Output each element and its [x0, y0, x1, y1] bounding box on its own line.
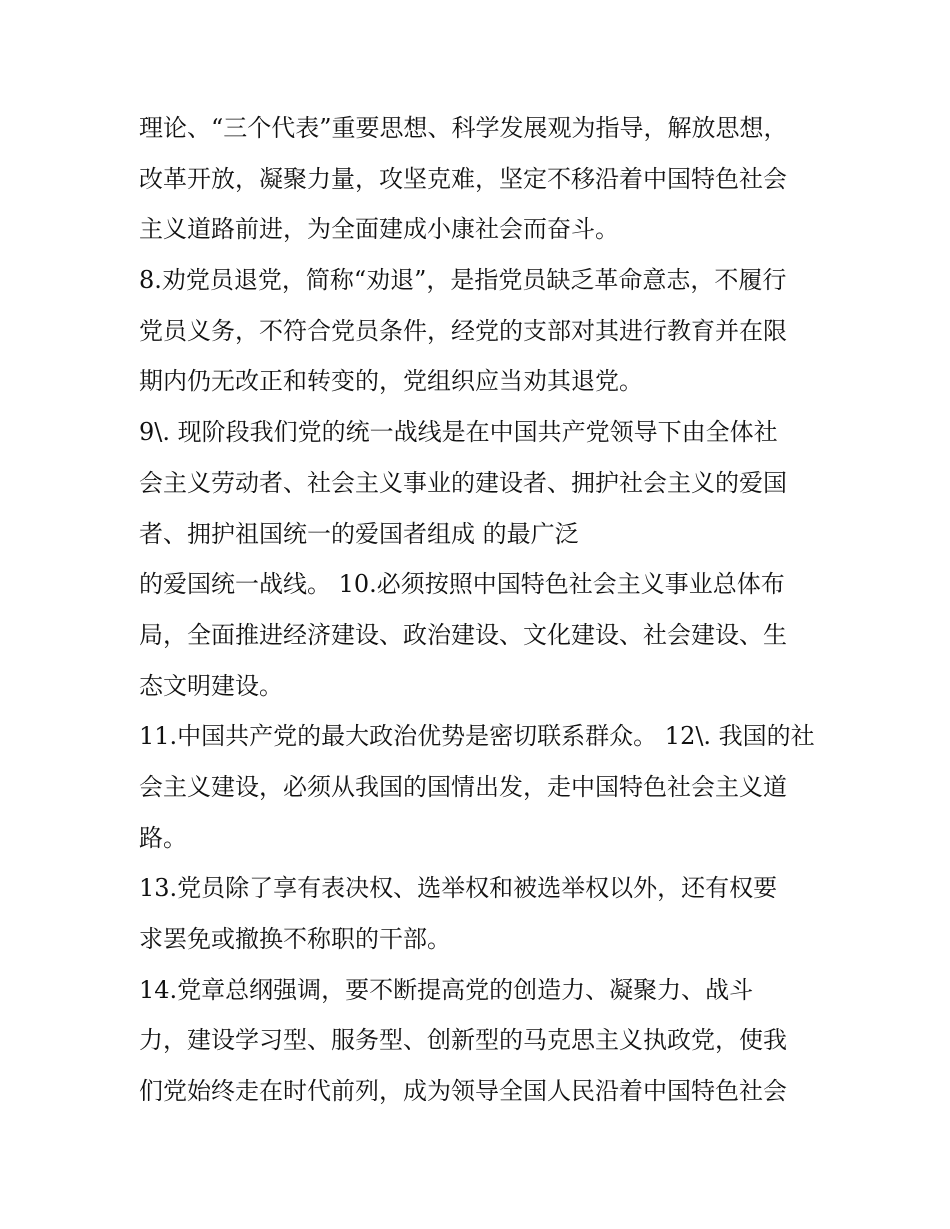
- text-line: 局，全面推进经济建设、政治建设、文化建设、社会建设、生: [139, 620, 787, 649]
- text-line: 路。: [139, 823, 187, 852]
- text-line: 期内仍无改正和转变的，党组织应当劝其退党。: [139, 367, 643, 396]
- text-line: 会主义建设，必须从我国的国情出发，走中国特色社会主义道: [139, 772, 787, 801]
- text-line: 改革开放，凝聚力量，攻坚克难，坚定不移沿着中国特色社会: [139, 164, 787, 193]
- text-line: 8.劝党员退党，简称“劝退”，是指党员缺乏革命意志，不履行: [139, 266, 787, 295]
- text-line: 的爱国统一战线。 10.必须按照中国特色社会主义事业总体布: [139, 570, 785, 599]
- text-line: 主义道路前进，为全面建成小康社会而奋斗。: [139, 215, 619, 244]
- text-line: 求罢免或撤换不称职的干部。: [139, 925, 451, 953]
- text-line: 14.党章总纲强调，要不断提高党的创造力、凝聚力、战斗: [139, 975, 754, 1004]
- document-body: [139, 103, 829, 1117]
- text-line: 理论、“三个代表”重要思想、科学发展观为指导，解放思想，: [139, 114, 788, 142]
- text-line: 13.党员除了享有表决权、选举权和被选举权以外，还有权要: [139, 874, 778, 903]
- text-line: 会主义劳动者、社会主义事业的建设者、拥护社会主义的爱国: [139, 468, 787, 497]
- text-line: 党员义务，不符合党员条件，经党的支部对其进行教育并在限: [139, 316, 787, 345]
- text-line: 力，建设学习型、服务型、创新型的马克思主义执政党，使我: [139, 1026, 787, 1055]
- text-line: 9\. 现阶段我们党的统一战线是在中国共产党领导下由全体社: [139, 418, 778, 447]
- text-line: 态文明建设。: [139, 671, 283, 700]
- text-line: 11.中国共产党的最大政治优势是密切联系群众。 12\. 我国的社: [139, 722, 815, 751]
- text-line: 们党始终走在时代前列，成为领导全国人民沿着中国特色社会: [139, 1077, 787, 1106]
- text-line: 者、拥护祖国统一的爱国者组成 的最广泛: [139, 519, 579, 548]
